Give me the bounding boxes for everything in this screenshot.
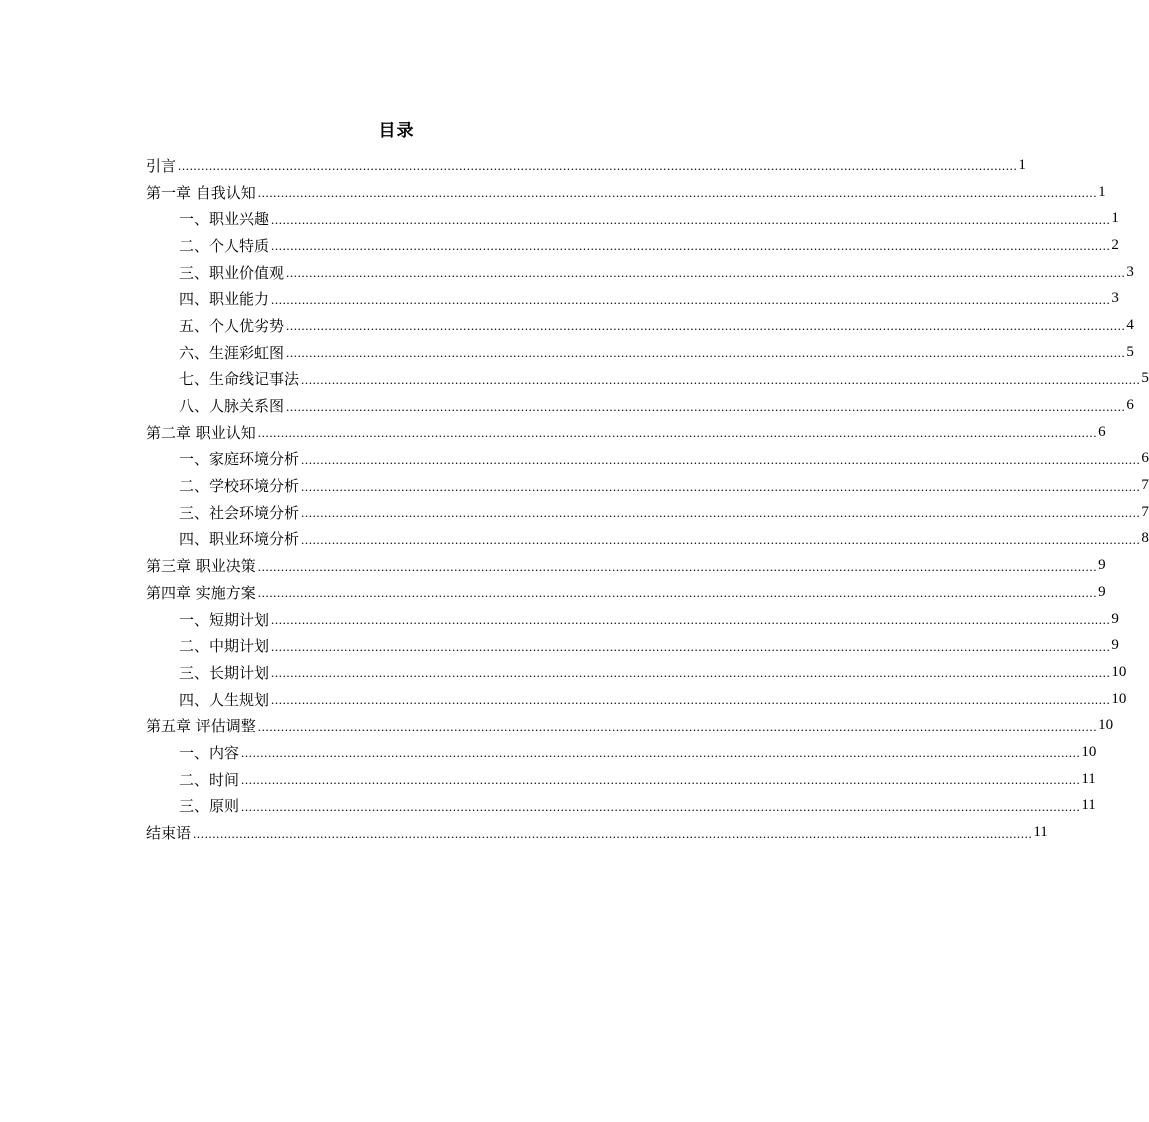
toc-entry-label: 第二章 职业认知 (146, 423, 256, 442)
toc-page-number: 1 (1098, 183, 1106, 200)
toc-entry-label: 第三章 职业决策 (146, 557, 256, 576)
toc-dot-leader: .......................................................................................................................................................................................................................... (286, 398, 1126, 414)
toc-entry[interactable] (146, 419, 1106, 446)
toc-entry[interactable] (146, 659, 1127, 686)
toc-entry-label: 一、内容 (179, 743, 240, 762)
toc-dot-leader: .......................................................................................................................................................................................................................... (193, 825, 1033, 841)
toc-entry[interactable] (146, 205, 1119, 232)
toc-entry[interactable] (146, 446, 1149, 473)
toc-entry[interactable] (146, 366, 1149, 393)
toc-entry[interactable] (146, 472, 1149, 499)
toc-entry[interactable] (146, 339, 1134, 366)
toc-page-number: 10 (1111, 663, 1127, 680)
toc-page-number: 4 (1126, 316, 1134, 333)
toc-entry[interactable] (146, 819, 1048, 846)
toc-page-number: 11 (1081, 797, 1096, 814)
toc-page-number: 7 (1141, 503, 1149, 520)
toc-entry[interactable] (146, 632, 1119, 659)
toc-dot-leader: .......................................................................................................................................................................................................................... (271, 665, 1111, 681)
toc-entry-label: 二、中期计划 (179, 637, 270, 656)
toc-entry[interactable] (146, 259, 1134, 286)
toc-page-number: 3 (1111, 290, 1119, 307)
toc-dot-leader: .......................................................................................................................................................................................................................... (286, 318, 1126, 334)
toc-dot-leader: .......................................................................................................................................................................................................................... (301, 505, 1141, 521)
toc-entry[interactable] (146, 285, 1119, 312)
toc-entry-label: 六、生涯彩虹图 (179, 343, 285, 362)
toc-page-number: 2 (1111, 236, 1119, 253)
toc-page-number: 10 (1098, 717, 1114, 734)
toc-dot-leader: .......................................................................................................................................................................................................................... (241, 772, 1081, 788)
toc-dot-leader: .......................................................................................................................................................................................................................... (286, 265, 1126, 281)
toc-dot-leader: .......................................................................................................................................................................................................................... (257, 558, 1098, 574)
toc-page-number: 6 (1141, 450, 1149, 467)
toc-page-number: 5 (1126, 343, 1134, 360)
toc-dot-leader: .......................................................................................................................................................................................................................... (301, 371, 1141, 387)
toc-entry[interactable] (146, 793, 1096, 820)
toc-page-number: 1 (1018, 156, 1026, 173)
toc-entry-label: 结束语 (146, 824, 192, 843)
toc-page-number: 11 (1081, 770, 1096, 787)
toc-entry-label: 三、社会环境分析 (179, 503, 300, 522)
toc-entry-label: 四、人生规划 (179, 690, 270, 709)
toc-page-number: 10 (1081, 743, 1097, 760)
toc-dot-leader: .......................................................................................................................................................................................................................... (301, 531, 1141, 547)
toc-page-number: 11 (1033, 824, 1048, 841)
toc-entry-label: 七、生命线记事法 (179, 370, 300, 389)
toc-title: 目录 (378, 121, 415, 141)
toc-entry-label: 一、职业兴趣 (179, 210, 270, 229)
toc-entry[interactable] (146, 499, 1149, 526)
toc-page-number: 9 (1098, 557, 1106, 574)
toc-page-number: 6 (1126, 397, 1134, 414)
toc-dot-leader: .......................................................................................................................................................................................................................... (178, 158, 1018, 174)
toc-entry-label: 二、时间 (179, 770, 240, 789)
toc-entry[interactable] (146, 152, 1026, 179)
toc-dot-leader: .......................................................................................................................................................................................................................... (257, 585, 1098, 601)
toc-entry-label: 二、个人特质 (179, 236, 270, 255)
toc-dot-leader: .......................................................................................................................................................................................................................... (271, 638, 1111, 654)
toc-entry-label: 四、职业能力 (179, 290, 270, 309)
toc-list (146, 152, 1149, 846)
toc-entry-label: 三、职业价值观 (179, 263, 285, 282)
toc-entry[interactable] (146, 232, 1119, 259)
toc-entry-label: 四、职业环境分析 (179, 530, 300, 549)
toc-entry-label: 引言 (146, 156, 177, 175)
toc-entry-label: 第一章 自我认知 (146, 183, 256, 202)
toc-entry-label: 五、个人优劣势 (179, 316, 285, 335)
toc-page-number: 1 (1111, 210, 1119, 227)
toc-page-number: 6 (1098, 423, 1106, 440)
toc-entry-label: 一、短期计划 (179, 610, 270, 629)
toc-entry[interactable] (146, 739, 1097, 766)
toc-entry[interactable] (146, 606, 1119, 633)
toc-dot-leader: .......................................................................................................................................................................................................................... (271, 238, 1111, 254)
toc-page-number: 9 (1111, 637, 1119, 654)
toc-entry-label: 三、原则 (179, 797, 240, 816)
toc-entry-label: 第五章 评估调整 (146, 717, 256, 736)
toc-dot-leader: .......................................................................................................................................................................................................................... (257, 425, 1098, 441)
toc-page-number: 10 (1111, 690, 1127, 707)
toc-page-number: 8 (1141, 530, 1149, 547)
toc-dot-leader: .......................................................................................................................................................................................................................... (271, 211, 1111, 227)
toc-dot-leader: .......................................................................................................................................................................................................................... (271, 692, 1111, 708)
toc-entry[interactable] (146, 712, 1114, 739)
toc-page-number: 3 (1126, 263, 1134, 280)
toc-entry-label: 一、家庭环境分析 (179, 450, 300, 469)
toc-page-number: 7 (1141, 477, 1149, 494)
toc-dot-leader: .......................................................................................................................................................................................................................... (301, 451, 1141, 467)
toc-dot-leader: .......................................................................................................................................................................................................................... (241, 798, 1081, 814)
toc-dot-leader: .......................................................................................................................................................................................................................... (257, 718, 1098, 734)
toc-entry[interactable] (146, 686, 1127, 713)
toc-page-number: 9 (1111, 610, 1119, 627)
toc-entry-label: 八、人脉关系图 (179, 397, 285, 416)
toc-entry[interactable] (146, 552, 1106, 579)
toc-dot-leader: .......................................................................................................................................................................................................................... (286, 345, 1126, 361)
toc-dot-leader: .......................................................................................................................................................................................................................... (271, 291, 1111, 307)
toc-page-number: 9 (1098, 583, 1106, 600)
toc-entry-label: 二、学校环境分析 (179, 477, 300, 496)
toc-entry[interactable] (146, 392, 1134, 419)
toc-entry[interactable] (146, 579, 1106, 606)
toc-dot-leader: .......................................................................................................................................................................................................................... (241, 745, 1081, 761)
toc-dot-leader: .......................................................................................................................................................................................................................... (301, 478, 1141, 494)
toc-entry[interactable] (146, 526, 1149, 553)
toc-entry[interactable] (146, 766, 1096, 793)
toc-entry[interactable] (146, 312, 1134, 339)
toc-entry-label: 三、长期计划 (179, 663, 270, 682)
toc-entry-label: 第四章 实施方案 (146, 583, 256, 602)
toc-dot-leader: .......................................................................................................................................................................................................................... (271, 612, 1111, 628)
toc-dot-leader: .......................................................................................................................................................................................................................... (257, 185, 1098, 201)
toc-page-number: 5 (1141, 370, 1149, 387)
toc-entry[interactable] (146, 179, 1106, 206)
